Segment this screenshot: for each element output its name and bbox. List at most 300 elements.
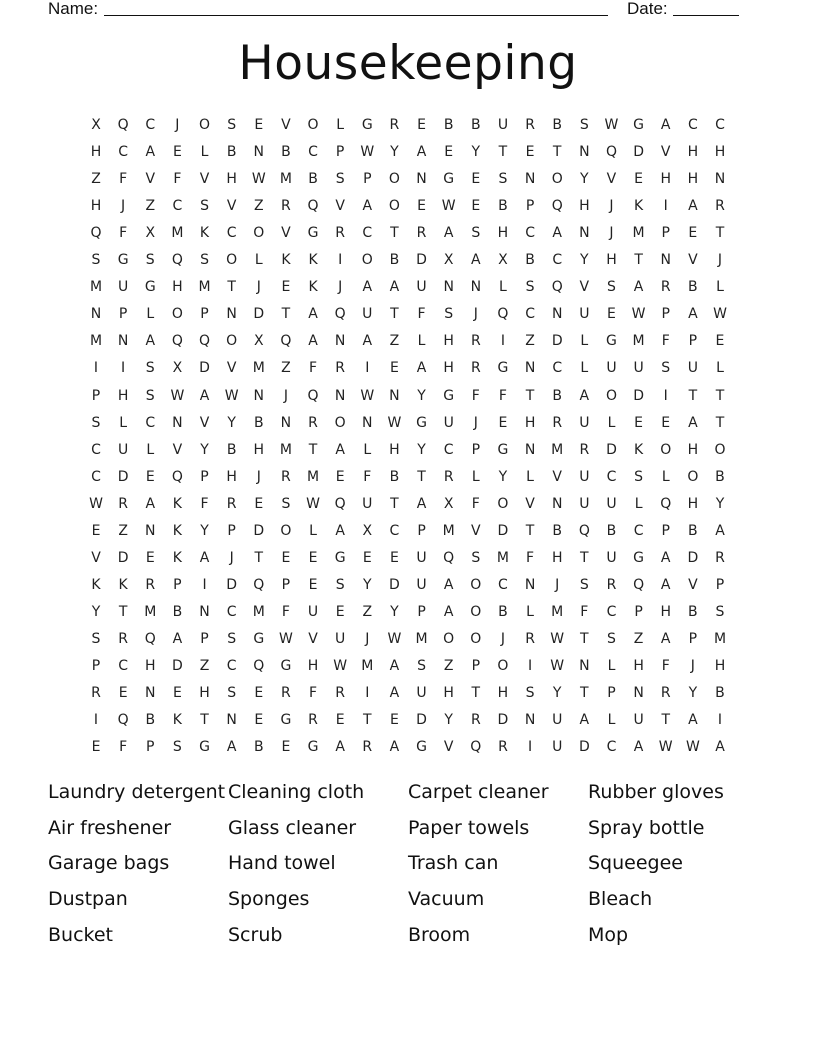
grid-letter: S — [200, 198, 209, 215]
grid-letter: V — [145, 171, 156, 188]
grid-letter: S — [715, 603, 725, 620]
grid-letter: R — [525, 117, 535, 133]
grid-letter: F — [498, 387, 507, 404]
grid-letter: R — [389, 117, 400, 133]
grid-letter: V — [579, 279, 590, 296]
grid-letter: P — [525, 198, 535, 215]
grid-letter: V — [471, 522, 481, 539]
word-bank-item: Air freshener — [48, 816, 172, 839]
grid-letter: A — [199, 387, 210, 404]
grid-letter: B — [688, 279, 698, 296]
name-label: Name: — [48, 0, 99, 18]
grid-letter: Y — [91, 603, 101, 620]
grid-letter: R — [715, 549, 725, 566]
grid-letter: O — [226, 333, 238, 350]
grid-letter: U — [497, 117, 509, 133]
grid-letter: E — [634, 171, 644, 188]
grid-letter: H — [226, 468, 237, 485]
grid-letter: B — [226, 441, 237, 458]
grid-letter: U — [606, 360, 617, 377]
grid-letter: Z — [145, 198, 156, 215]
grid-letter: S — [444, 306, 454, 323]
word-bank-item: Sponges — [228, 888, 310, 911]
grid-letter: P — [661, 225, 670, 242]
grid-letter: Z — [525, 333, 535, 350]
grid-letter: V — [199, 414, 210, 431]
grid-letter: H — [90, 144, 102, 161]
word-bank-item: Laundry detergent — [48, 781, 226, 803]
grid-letter: O — [361, 252, 373, 269]
grid-letter: E — [471, 171, 481, 188]
grid-letter: W — [658, 739, 673, 756]
grid-letter: G — [443, 171, 455, 188]
grid-letter: C — [145, 414, 156, 431]
grid-letter: N — [334, 387, 346, 404]
grid-letter: R — [308, 414, 318, 431]
grid-letter: V — [308, 630, 318, 647]
grid-letter: U — [579, 414, 590, 431]
grid-letter: E — [335, 712, 345, 729]
grid-letter: E — [145, 549, 155, 566]
grid-letter: B — [389, 252, 400, 269]
grid-letter: E — [308, 549, 318, 566]
grid-letter: I — [338, 252, 343, 269]
grid-letter: Q — [334, 306, 346, 323]
grid-letter: L — [580, 360, 589, 377]
grid-letter: P — [281, 576, 291, 593]
grid-letter: H — [172, 279, 183, 296]
grid-letter: L — [716, 360, 724, 377]
grid-letter: P — [634, 603, 643, 620]
grid-letter: E — [335, 603, 345, 620]
grid-letter: H — [226, 171, 237, 188]
grid-letter: S — [145, 252, 155, 269]
grid-letter: Y — [444, 712, 453, 729]
grid-letter: A — [660, 630, 671, 647]
grid-letter: J — [338, 279, 343, 296]
grid-letter: H — [253, 441, 265, 458]
grid-letter: Y — [417, 441, 426, 458]
grid-letter: R — [308, 712, 318, 729]
grid-letter: L — [661, 468, 670, 485]
grid-letter: R — [552, 414, 563, 431]
grid-letter: Y — [715, 495, 725, 512]
grid-letter: C — [552, 360, 563, 377]
grid-letter: N — [551, 495, 563, 512]
grid-letter: R — [606, 576, 617, 593]
grid-letter: F — [309, 685, 318, 702]
grid-letter: L — [417, 333, 426, 350]
grid-letter: H — [714, 658, 726, 674]
grid-letter: Y — [200, 441, 209, 458]
grid-letter: U — [552, 712, 563, 729]
grid-letter: F — [119, 739, 128, 756]
grid-letter: X — [362, 522, 373, 539]
grid-letter: J — [365, 630, 370, 647]
grid-letter: D — [171, 658, 183, 674]
grid-letter: A — [688, 198, 698, 215]
grid-letter: F — [661, 658, 670, 674]
grid-letter: Q — [144, 630, 156, 647]
grid-letter: N — [253, 144, 264, 161]
grid-letter: C — [91, 441, 101, 458]
grid-letter: C — [362, 225, 373, 242]
grid-letter: A — [471, 252, 481, 269]
grid-letter: J — [256, 468, 261, 485]
grid-letter: J — [555, 576, 560, 593]
grid-letter: A — [552, 225, 562, 242]
grid-letter: S — [471, 549, 481, 566]
grid-letter: R — [362, 739, 373, 756]
grid-letter: I — [365, 685, 370, 702]
grid-letter: I — [663, 387, 668, 404]
grid-letter: S — [525, 279, 535, 296]
grid-letter: K — [172, 495, 182, 512]
grid-letter: Y — [471, 144, 481, 161]
grid-letter: J — [500, 630, 505, 647]
grid-letter: U — [118, 279, 129, 296]
grid-letter: D — [416, 712, 427, 729]
grid-letter: E — [607, 306, 616, 323]
grid-letter: A — [335, 522, 345, 539]
grid-letter: Q — [253, 576, 265, 593]
word-bank-item: Vacuum — [408, 888, 485, 911]
grid-letter: Z — [443, 658, 454, 674]
grid-letter: I — [202, 576, 207, 593]
grid-letter: H — [633, 658, 644, 674]
grid-letter: Y — [552, 685, 562, 702]
grid-letter: D — [497, 522, 509, 539]
grid-letter: B — [715, 685, 725, 702]
grid-letter: U — [335, 630, 346, 647]
grid-letter: E — [145, 468, 155, 485]
grid-letter: N — [524, 576, 536, 593]
grid-letter: Q — [307, 387, 319, 404]
grid-letter: R — [470, 333, 481, 350]
grid-letter: P — [200, 630, 209, 647]
grid-letter: E — [389, 549, 399, 566]
grid-letter: Y — [390, 603, 399, 620]
grid-letter: O — [687, 468, 699, 485]
grid-letter: Q — [171, 252, 183, 269]
grid-letter: G — [416, 414, 427, 431]
grid-letter: R — [416, 225, 427, 242]
grid-letter: E — [91, 522, 101, 539]
grid-letter: V — [660, 144, 671, 161]
grid-letter: T — [634, 252, 643, 269]
grid-letter: T — [417, 468, 426, 485]
grid-letter: P — [91, 658, 101, 674]
grid-letter: J — [256, 279, 261, 296]
grid-letter: M — [713, 630, 727, 647]
grid-letter: H — [687, 144, 699, 161]
grid-letter: O — [470, 576, 482, 593]
grid-letter: Q — [633, 576, 645, 593]
grid-letter: Q — [117, 117, 129, 133]
grid-letter: O — [199, 117, 211, 133]
grid-letter: D — [389, 576, 400, 593]
grid-letter: T — [552, 144, 562, 161]
grid-letter: Y — [417, 387, 426, 404]
grid-letter: S — [607, 279, 616, 296]
grid-letter: Z — [199, 658, 210, 674]
grid-letter: X — [443, 252, 454, 269]
grid-letter: T — [688, 387, 698, 404]
grid-letter: G — [361, 117, 373, 133]
grid-letter: M — [415, 630, 428, 647]
grid-letter: P — [335, 144, 345, 161]
grid-letter: C — [226, 603, 237, 620]
grid-letter: N — [145, 522, 156, 539]
grid-letter: E — [308, 576, 318, 593]
grid-letter: O — [470, 630, 482, 647]
grid-letter: C — [552, 252, 563, 269]
grid-letter: W — [170, 387, 185, 404]
grid-letter: V — [199, 171, 210, 188]
grid-letter: Z — [281, 360, 291, 377]
grid-letter: F — [526, 549, 535, 566]
grid-letter: P — [661, 306, 670, 323]
grid-letter: O — [497, 495, 509, 512]
grid-letter: R — [91, 685, 101, 702]
grid-letter: U — [579, 306, 590, 323]
grid-letter: V — [335, 198, 345, 215]
grid-letter: F — [471, 495, 480, 512]
grid-letter: P — [363, 171, 372, 188]
grid-letter: U — [416, 576, 427, 593]
grid-letter: A — [633, 279, 644, 296]
word-bank-item: Garage bags — [48, 852, 170, 875]
grid-letter: Q — [171, 468, 183, 485]
grid-letter: F — [309, 360, 318, 377]
grid-letter: C — [226, 658, 237, 674]
grid-letter: K — [199, 225, 210, 242]
grid-letter: U — [633, 712, 644, 729]
grid-letter: M — [89, 279, 103, 296]
grid-letter: C — [525, 306, 535, 323]
grid-letter: E — [91, 739, 101, 756]
grid-letter: P — [227, 522, 236, 539]
grid-letter: N — [362, 414, 373, 431]
grid-letter: U — [362, 495, 373, 512]
grid-letter: W — [251, 171, 266, 188]
grid-letter: L — [146, 441, 155, 458]
grid-letter: V — [525, 495, 535, 512]
grid-letter: S — [145, 387, 155, 404]
grid-letter: S — [200, 252, 209, 269]
grid-letter: E — [281, 549, 291, 566]
grid-letter: C — [525, 225, 535, 242]
grid-letter: G — [199, 739, 210, 756]
grid-letter: H — [660, 171, 671, 188]
grid-letter: Z — [118, 522, 128, 539]
word-bank-item: Dustpan — [48, 888, 128, 911]
grid-letter: O — [280, 522, 292, 539]
grid-letter: S — [227, 630, 237, 647]
grid-letter: H — [117, 387, 129, 404]
grid-letter: K — [118, 576, 128, 593]
grid-letter: D — [117, 549, 129, 566]
grid-letter: C — [91, 468, 101, 485]
grid-letter: E — [172, 144, 182, 161]
grid-letter: H — [90, 198, 102, 215]
grid-letter: E — [118, 685, 128, 702]
grid-letter: E — [254, 685, 264, 702]
grid-letter: D — [416, 252, 427, 269]
grid-letter: Q — [578, 522, 590, 539]
grid-letter: Y — [498, 468, 508, 485]
grid-letter: T — [308, 441, 318, 458]
grid-letter: W — [333, 658, 348, 674]
grid-letter: N — [660, 252, 671, 269]
grid-letter: S — [227, 685, 237, 702]
grid-letter: M — [632, 225, 645, 242]
grid-letter: L — [254, 252, 263, 269]
grid-letter: D — [253, 522, 265, 539]
grid-letter: R — [281, 468, 291, 485]
grid-letter: W — [713, 306, 727, 323]
grid-letter: A — [579, 712, 590, 729]
grid-letter: K — [172, 549, 182, 566]
grid-letter: N — [226, 712, 237, 729]
grid-letter: F — [471, 387, 480, 404]
grid-letter: S — [607, 630, 616, 647]
grid-letter: W — [387, 630, 402, 647]
grid-letter: V — [226, 198, 237, 215]
grid-letter: H — [579, 198, 590, 215]
grid-letter: L — [309, 522, 317, 539]
grid-letter: A — [389, 739, 400, 756]
grid-letter: B — [498, 603, 508, 620]
grid-letter: H — [307, 658, 319, 674]
grid-letter: E — [417, 117, 426, 133]
grid-letter: W — [631, 306, 646, 323]
grid-letter: M — [89, 333, 103, 350]
grid-letter: J — [717, 252, 723, 269]
grid-letter: S — [227, 117, 237, 133]
grid-letter: G — [497, 441, 509, 458]
grid-letter: L — [336, 117, 345, 133]
grid-letter: M — [171, 225, 184, 242]
word-bank-item: Carpet cleaner — [408, 781, 549, 803]
grid-letter: N — [524, 171, 536, 188]
grid-letter: R — [660, 279, 671, 296]
grid-letter: B — [688, 522, 698, 539]
grid-letter: T — [118, 603, 128, 620]
grid-letter: S — [145, 360, 155, 377]
grid-letter: N — [551, 306, 563, 323]
grid-letter: N — [579, 225, 590, 242]
grid-letter: N — [633, 685, 644, 702]
grid-letter: D — [497, 712, 509, 729]
grid-letter: L — [471, 468, 480, 485]
grid-letter: U — [416, 279, 427, 296]
grid-letter: X — [443, 495, 454, 512]
grid-letter: U — [579, 468, 590, 485]
grid-letter: Y — [200, 522, 209, 539]
grid-letter: S — [91, 252, 101, 269]
grid-letter: A — [660, 576, 671, 593]
grid-letter: B — [552, 522, 562, 539]
grid-letter: C — [172, 198, 183, 215]
grid-letter: V — [281, 117, 291, 133]
grid-letter: A — [443, 576, 454, 593]
grid-letter: N — [579, 658, 590, 674]
grid-letter: L — [580, 333, 589, 350]
grid-letter: E — [471, 198, 481, 215]
grid-letter: E — [634, 414, 644, 431]
grid-letter: H — [687, 441, 699, 458]
grid-letter: T — [715, 225, 725, 242]
grid-letter: N — [199, 603, 210, 620]
grid-letter: V — [226, 360, 237, 377]
grid-letter: J — [121, 198, 126, 215]
grid-letter: I — [528, 658, 533, 674]
grid-letter: T — [390, 306, 399, 323]
grid-letter: K — [308, 279, 318, 296]
grid-letter: W — [360, 144, 375, 161]
grid-letter: N — [389, 387, 400, 404]
grid-letter: V — [172, 441, 183, 458]
grid-letter: P — [417, 522, 426, 539]
grid-letter: R — [118, 495, 128, 512]
grid-letter: W — [89, 495, 103, 512]
grid-letter: D — [253, 306, 265, 323]
grid-letter: G — [443, 387, 455, 404]
grid-letter: E — [688, 225, 698, 242]
grid-letter: I — [663, 198, 668, 215]
grid-letter: P — [715, 576, 725, 593]
grid-letter: H — [443, 360, 454, 377]
grid-letter: V — [688, 576, 698, 593]
grid-letter: R — [470, 712, 481, 729]
grid-letter: G — [497, 360, 509, 377]
grid-letter: G — [280, 712, 292, 729]
grid-letter: I — [121, 360, 126, 377]
grid-letter: E — [254, 712, 264, 729]
grid-letter: W — [604, 117, 619, 133]
grid-letter: D — [606, 441, 617, 458]
grid-letter: N — [470, 279, 482, 296]
grid-letter: J — [609, 198, 614, 215]
grid-letter: N — [172, 414, 183, 431]
grid-letter: D — [199, 360, 210, 377]
grid-letter: B — [226, 144, 237, 161]
word-bank-item: Trash can — [408, 852, 499, 875]
grid-letter: O — [660, 441, 672, 458]
grid-letter: F — [363, 468, 372, 485]
grid-letter: G — [334, 549, 346, 566]
grid-letter: M — [442, 522, 455, 539]
grid-letter: B — [443, 117, 454, 133]
grid-letter: N — [280, 414, 292, 431]
grid-letter: P — [688, 630, 698, 647]
grid-letter: L — [634, 495, 643, 512]
grid-letter: C — [226, 225, 237, 242]
grid-letter: B — [389, 468, 400, 485]
grid-letter: C — [389, 522, 400, 539]
grid-letter: L — [499, 279, 507, 296]
grid-letter: A — [335, 739, 345, 756]
grid-letter: H — [687, 495, 699, 512]
grid-letter: Y — [580, 171, 589, 188]
date-label: Date: — [627, 0, 668, 18]
grid-letter: A — [715, 739, 725, 756]
grid-letter: L — [526, 468, 534, 485]
grid-letter: T — [281, 306, 291, 323]
grid-letter: S — [91, 414, 101, 431]
grid-letter: V — [688, 252, 698, 269]
